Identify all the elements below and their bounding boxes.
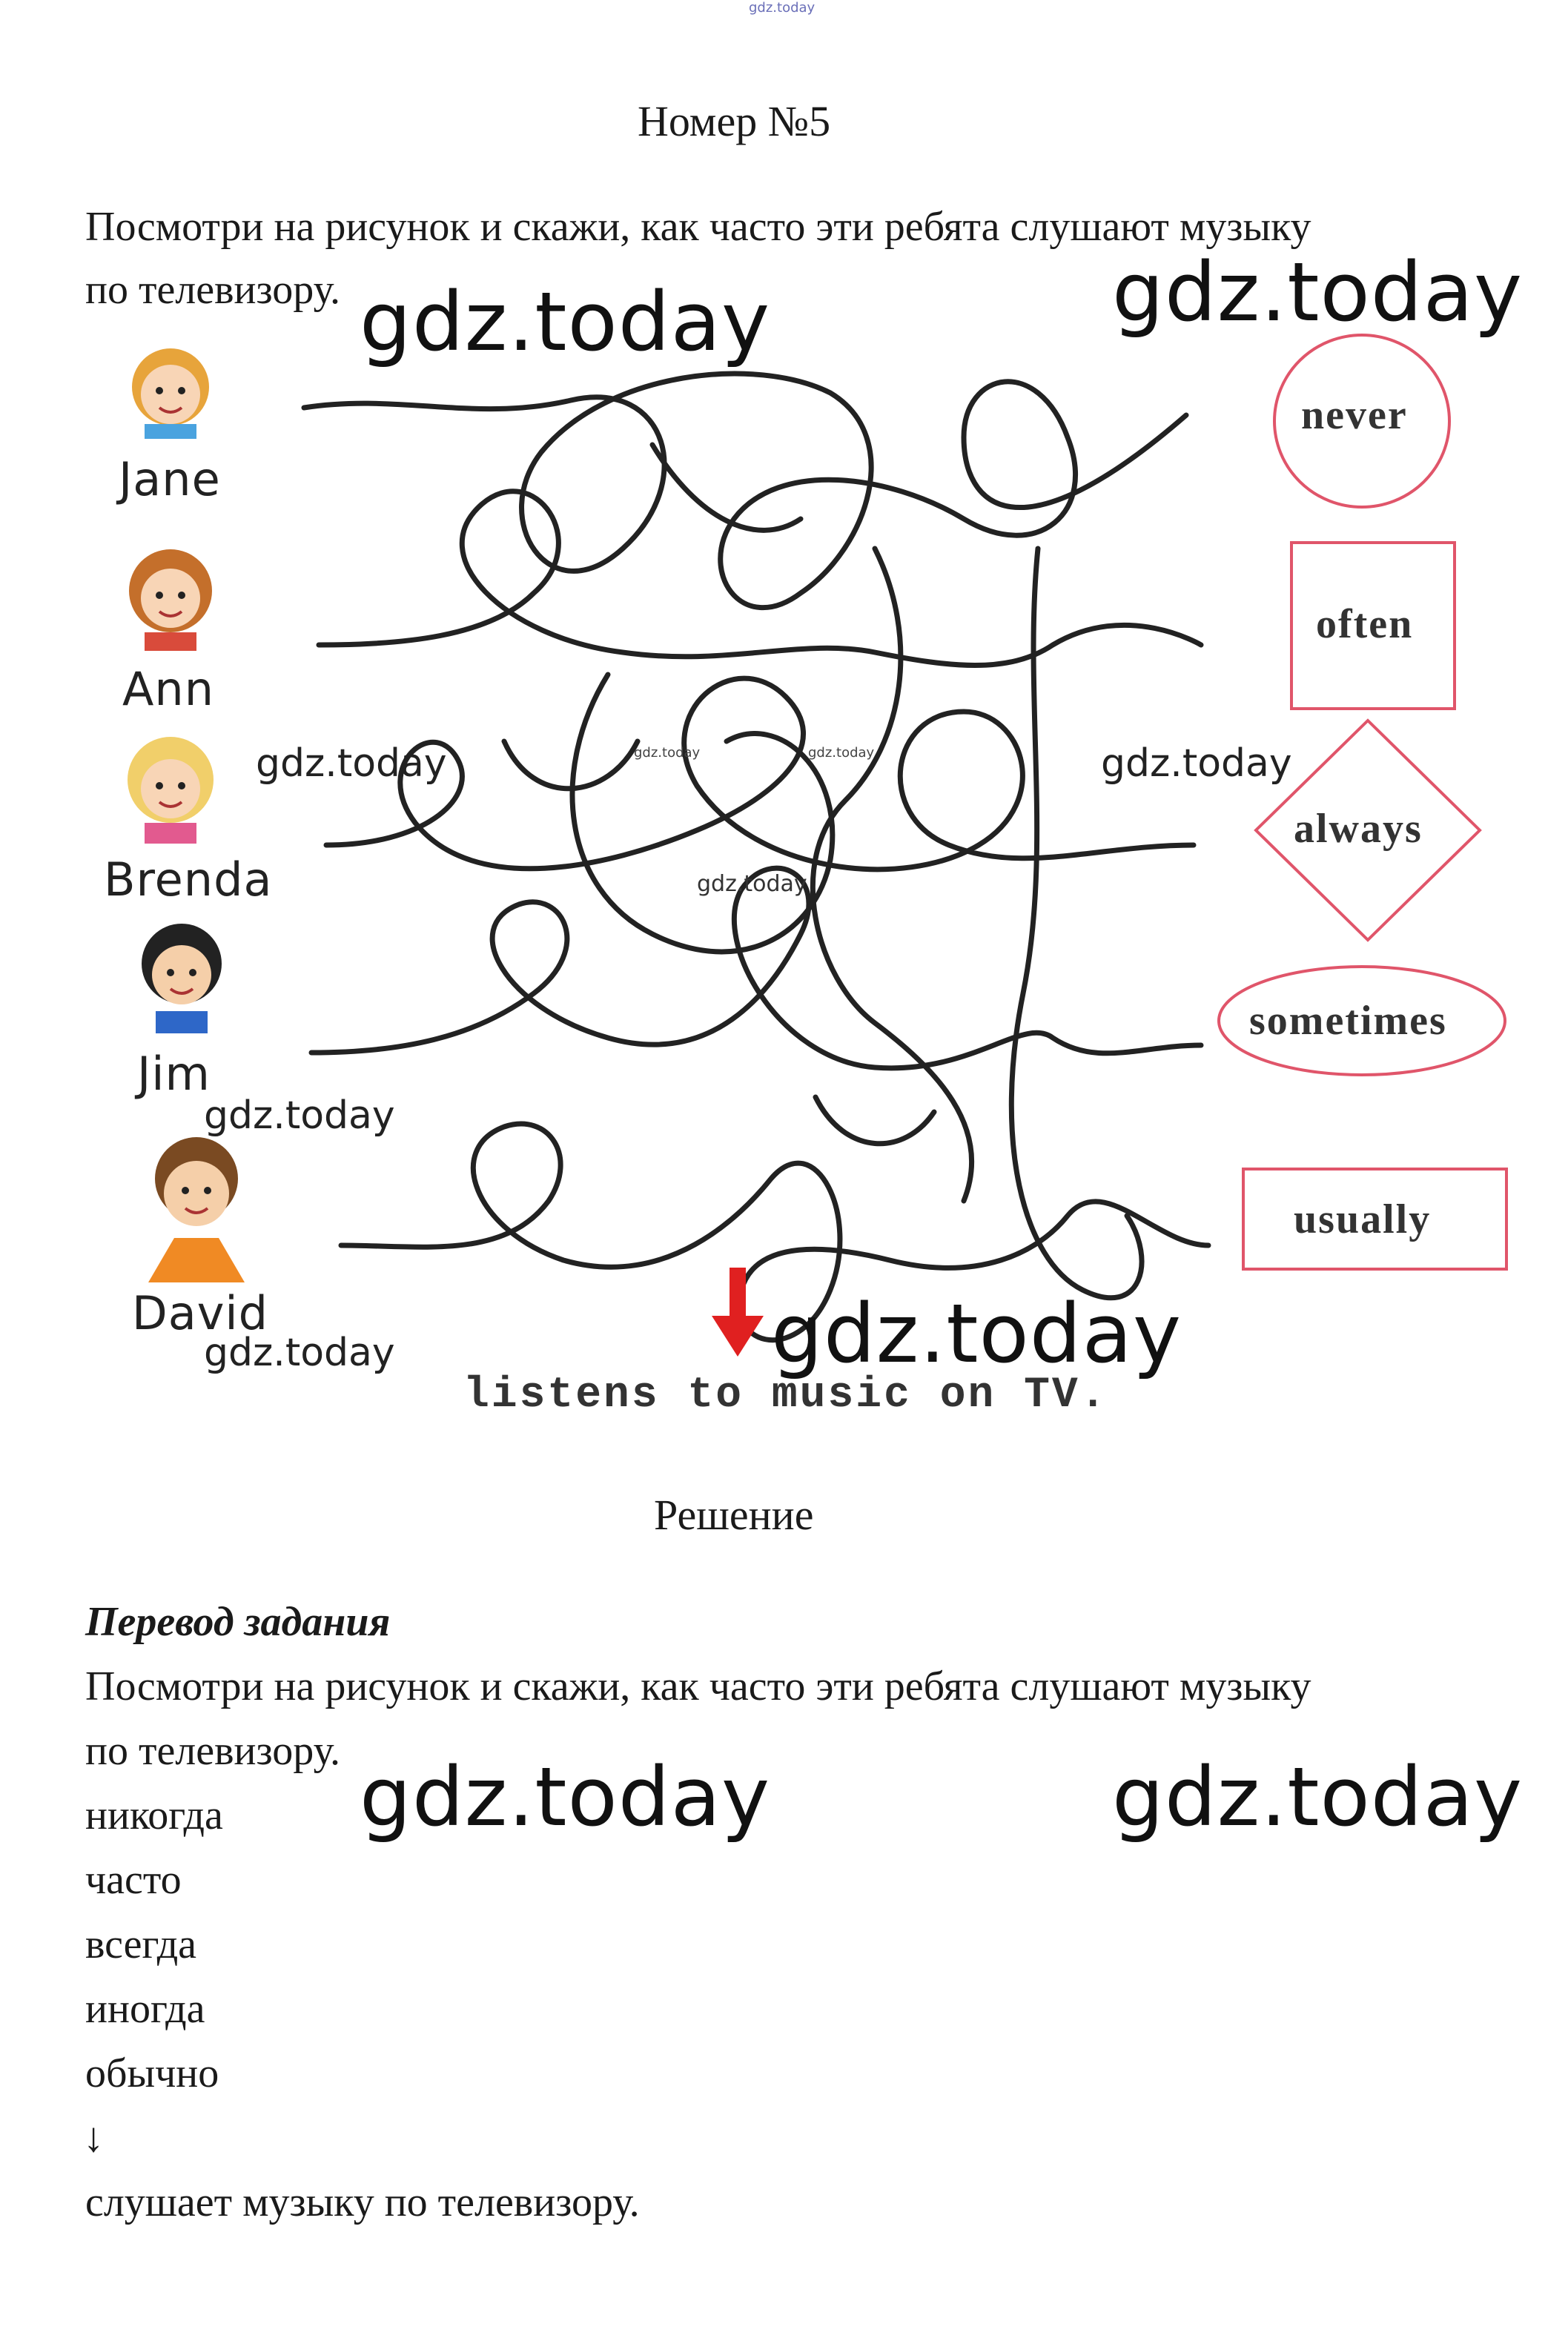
option-label: often [1316, 601, 1414, 647]
avatar [115, 545, 226, 656]
option-never [1271, 332, 1453, 510]
word-always: всегда [85, 1921, 197, 1967]
word-never: никогда [85, 1792, 223, 1838]
down-arrow-icon [712, 1268, 764, 1357]
avatar [115, 734, 226, 849]
watermark: gdz.today [360, 274, 771, 369]
top-watermark: gdz.today [749, 0, 816, 16]
option-label: sometimes [1249, 998, 1447, 1044]
translation-line-2: по телевизору. [85, 1728, 340, 1774]
watermark: gdz.today [204, 1331, 395, 1375]
watermark: gdz.today [1101, 741, 1292, 786]
option-often [1290, 541, 1457, 712]
option-sometimes [1216, 964, 1509, 1079]
final-line: слушает музыку по телевизору. [85, 2179, 640, 2225]
watermark: gdz.today [204, 1093, 395, 1138]
watermark: gdz.today [634, 745, 701, 761]
watermark: gdz.today [360, 1749, 771, 1844]
watermark: gdz.today [1112, 245, 1524, 340]
task-line-2: по телевизору. [85, 267, 340, 313]
option-label: always [1294, 806, 1423, 852]
watermark: gdz.today [1112, 1749, 1524, 1844]
word-usually: обычно [85, 2050, 219, 2096]
page-title: Номер №5 [638, 97, 831, 145]
watermark: gdz.today [256, 741, 447, 786]
watermark: gdz.today [771, 1286, 1182, 1381]
watermark: gdz.today [808, 745, 875, 761]
child-name-jim: Jim [137, 1047, 211, 1101]
word-sometimes: иногда [85, 1986, 205, 2032]
solution-heading: Решение [654, 1491, 814, 1539]
down-arrow-text: ↓ [83, 2115, 104, 2161]
child-name-ann: Ann [122, 662, 215, 716]
option-label: never [1301, 392, 1408, 438]
avatar [126, 919, 237, 1038]
child-name-jane: Jane [119, 452, 221, 506]
watermark: gdz.today [697, 871, 807, 897]
maze-caption: listens to music on TV. [463, 1371, 1108, 1420]
word-often: часто [85, 1857, 182, 1903]
task-line-1: Посмотри на рисунок и скажи, как часто эти ребята слушают музыку [85, 204, 1311, 250]
translation-line-1: Посмотри на рисунок и скажи, как часто эти ребята слушают музыку [85, 1663, 1311, 1709]
translation-heading: Перевод задания [85, 1599, 391, 1645]
avatar [133, 1134, 259, 1286]
option-usually [1242, 1168, 1509, 1271]
child-name-david: David [132, 1286, 269, 1340]
option-label: usually [1294, 1196, 1432, 1242]
child-name-brenda: Brenda [104, 852, 273, 907]
avatar [115, 342, 226, 439]
